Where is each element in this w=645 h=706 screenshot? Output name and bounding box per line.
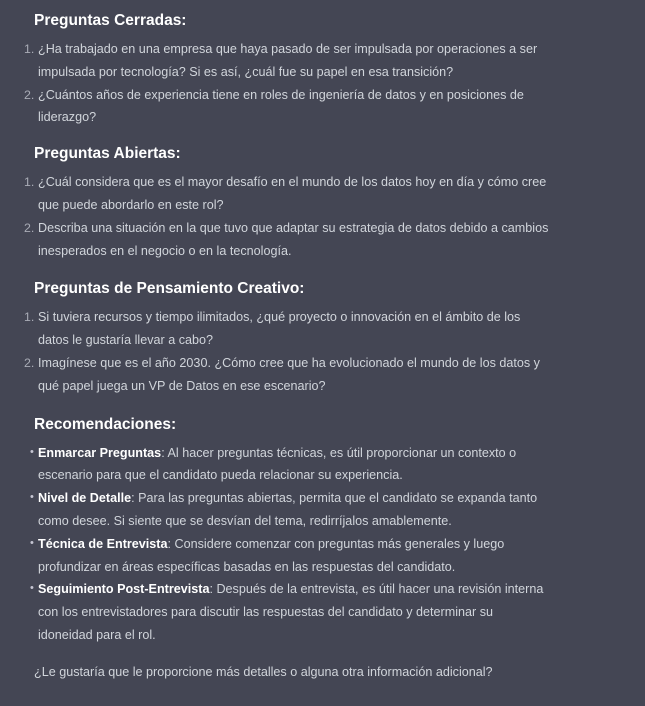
- list-item-line: : Para las preguntas abiertas, permita que el candidato se expanda tanto: [131, 491, 538, 506]
- list-item-line: ¿Ha trabajado en una empresa que haya pasado de ser impulsada por operaciones a ser: [38, 42, 538, 56]
- section-heading-abiertas: Preguntas Abiertas:: [34, 145, 181, 163]
- list-item: [30, 578, 600, 646]
- list-item-line: : Al hacer preguntas técnicas, es útil proporcionar un contexto o: [161, 445, 517, 460]
- list-item-line: Si tuviera recursos y tiempo ilimitados, ¿qué proyecto o innovación en el ámbito de los: [38, 310, 521, 325]
- list-item-bold-term: Técnica de Entrevista: [38, 536, 168, 551]
- list-item-line: profundizar en áreas específicas basadas en las respuestas del candidato.: [38, 559, 456, 574]
- list-item-line: datos le gustaría llevar a cabo?: [38, 333, 214, 348]
- list-item: [24, 217, 600, 263]
- list-item-line: Imagínese que es el año 2030. ¿Cómo cree que ha evolucionado el mundo de los datos y: [38, 355, 540, 370]
- list-item-line: ¿Cuántos años de experiencia tiene en roles de ingeniería de datos y en posiciones de: [38, 87, 524, 102]
- closing-question: ¿Le gustaría que le proporcione más detalles o alguna otra información adicional?: [34, 664, 493, 679]
- list-item-line: : Considere comenzar con preguntas más generales y luego: [167, 536, 505, 551]
- list-item-bold-term: Nivel de Detalle: [38, 491, 132, 506]
- list-item-bold-term: Seguimiento Post-Entrevista: [38, 582, 210, 597]
- section-heading-creativo: Preguntas de Pensamiento Creativo:: [34, 280, 305, 298]
- list-number: 1.: [24, 175, 35, 190]
- bullet-icon: •: [30, 445, 34, 458]
- list-item-bold-term: Enmarcar Preguntas: [38, 445, 162, 460]
- list-item: [30, 487, 600, 533]
- list-item-line: impulsada por tecnología? Si es así, ¿cuál fue su papel en esa transición?: [38, 64, 454, 79]
- list-item: [24, 306, 600, 352]
- list-abiertas: [24, 171, 600, 262]
- list-item-line: con los entrevistadores para discutir las respuestas del candidato y determinar su: [38, 605, 494, 620]
- list-item: [24, 352, 600, 398]
- list-recomendaciones: [30, 442, 600, 647]
- list-cerradas: [24, 38, 600, 129]
- list-creativo: [24, 306, 600, 397]
- list-item-line: : Después de la entrevista, es útil hacer una revisión interna: [209, 582, 544, 597]
- list-number: 2.: [24, 355, 35, 370]
- list-item: [24, 84, 600, 130]
- list-item-line: escenario para que el candidato pueda relacionar su experiencia.: [38, 468, 403, 483]
- list-number: 2.: [24, 87, 35, 102]
- list-item: [24, 171, 600, 217]
- list-item-line: inesperados en el negocio o en la tecnología.: [38, 243, 292, 258]
- list-item: [24, 38, 600, 84]
- list-item-line: como desee. Si siente que se desvían del tema, redirríjalos amablemente.: [38, 513, 452, 528]
- list-item: [30, 442, 600, 488]
- section-heading-recomendaciones: Recomendaciones:: [34, 415, 177, 433]
- list-number: 1.: [24, 310, 35, 325]
- list-number: 1.: [24, 42, 35, 56]
- list-item-line: liderazgo?: [38, 110, 97, 125]
- list-item-line: idoneidad para el rol.: [38, 627, 156, 642]
- bullet-icon: •: [30, 491, 34, 504]
- bullet-icon: •: [30, 536, 34, 549]
- list-number: 2.: [24, 220, 35, 235]
- list-item-line: Describa una situación en la que tuvo que adaptar su estrategia de datos debido a cambios: [38, 220, 549, 235]
- list-item-line: qué papel juega un VP de Datos en ese escenario?: [38, 378, 326, 393]
- list-item-line: que puede abordarlo en este rol?: [38, 197, 224, 212]
- list-item: [30, 533, 600, 579]
- section-heading-cerradas: Preguntas Cerradas:: [34, 12, 187, 29]
- bullet-icon: •: [30, 582, 34, 595]
- list-item-line: ¿Cuál considera que es el mayor desafío en el mundo de los datos hoy en día y cómo cree: [38, 175, 547, 190]
